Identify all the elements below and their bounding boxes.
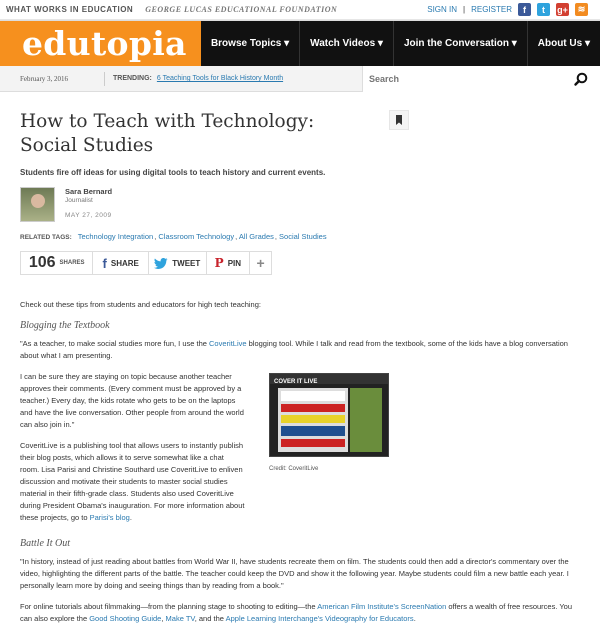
make-tv-link[interactable]: Make TV bbox=[165, 614, 195, 623]
search-input[interactable] bbox=[369, 74, 549, 84]
article bbox=[0, 110, 600, 625]
tag-link[interactable]: All Grades bbox=[238, 232, 274, 241]
more-share-button[interactable]: + bbox=[249, 252, 271, 274]
tag-link[interactable]: Social Studies bbox=[279, 232, 327, 241]
nav-browse-topics[interactable]: Browse Topics ▾ bbox=[210, 38, 290, 49]
trending-label: TRENDING: bbox=[113, 75, 152, 82]
utility-bar bbox=[0, 0, 600, 20]
twitter-icon[interactable]: t bbox=[537, 3, 550, 16]
author-avatar[interactable] bbox=[20, 187, 55, 222]
tweet-button[interactable] bbox=[148, 252, 206, 274]
search-box bbox=[362, 66, 600, 92]
register-link[interactable]: REGISTER bbox=[471, 5, 512, 14]
facebook-icon[interactable]: f bbox=[518, 3, 531, 16]
edutopia-logo[interactable]: edutopia bbox=[0, 21, 201, 66]
bookmark-icon bbox=[395, 115, 403, 125]
bookmark-button[interactable] bbox=[389, 110, 409, 130]
related-tags: RELATED TAGS: Technology Integration, Classroom Technology, All Grades, Social Studies bbox=[20, 232, 327, 241]
author-name[interactable]: Sara Bernard bbox=[65, 187, 113, 196]
facebook-icon: f bbox=[102, 255, 107, 271]
section-heading: Blogging the Textbook bbox=[20, 320, 110, 331]
figure-header: COVER IT LIVE bbox=[270, 374, 388, 384]
article-date: MAY 27, 2009 bbox=[65, 212, 112, 219]
article-figure bbox=[269, 373, 389, 533]
link-separator: | bbox=[463, 5, 466, 14]
site-tagline: WHAT WORKS IN EDUCATION bbox=[6, 5, 134, 14]
paragraph-text: "As a teacher, to make social studies more fun, I use the bbox=[20, 339, 210, 348]
share-count-label: SHARES bbox=[59, 260, 85, 266]
trending bbox=[104, 72, 362, 86]
rss-icon[interactable]: ≋ bbox=[575, 3, 588, 16]
tag-link[interactable]: Technology Integration bbox=[77, 232, 154, 241]
section-heading: Battle It Out bbox=[20, 538, 70, 549]
paragraph-text: offers a wealth of free resources. You can also explore the bbox=[20, 602, 573, 623]
main-nav bbox=[201, 21, 600, 66]
paragraph bbox=[20, 338, 580, 362]
intro-paragraph: Check out these tips from students and educators for high tech teaching: bbox=[20, 300, 261, 309]
tags-label: RELATED TAGS: bbox=[20, 234, 72, 241]
current-date: February 3, 2016 bbox=[20, 74, 69, 83]
sub-bar bbox=[0, 66, 600, 92]
share-count bbox=[21, 252, 92, 274]
search-icon[interactable] bbox=[574, 72, 588, 86]
nav-join-conversation[interactable]: Join the Conversation ▾ bbox=[393, 21, 527, 66]
paragraph-text: , bbox=[161, 614, 166, 623]
foundation-name: GEORGE LUCAS EDUCATIONAL FOUNDATION bbox=[145, 5, 338, 14]
paragraph-text: For online tutorials about filmmaking—from the planning stage to shooting to editing—the bbox=[20, 602, 318, 611]
coveritlive-screenshot[interactable] bbox=[269, 373, 389, 457]
tweet-label: TWEET bbox=[172, 258, 201, 268]
article-body bbox=[20, 299, 580, 625]
sign-in-link[interactable]: SIGN IN bbox=[427, 5, 458, 14]
paragraph: I can be sure they are staying on topic because another teacher approves their comments. (Every comment must be approved by a teacher.) Every day, the kids rotate who gets to be on the laptops and have the live conversation. Other people from around the world can also join in." bbox=[20, 372, 244, 429]
apple-learning-link[interactable]: Apple Learning Interchange's Videography for Educators bbox=[225, 614, 414, 623]
article-subtitle: Students fire off ideas for using digital tools to teach history and current events. bbox=[20, 168, 326, 177]
paragraph bbox=[20, 601, 580, 625]
figure-caption: Credit: CoveritLive bbox=[269, 466, 319, 472]
screennation-link[interactable]: American Film Institute's ScreenNation bbox=[317, 602, 447, 611]
pin-label: PIN bbox=[227, 258, 242, 268]
paragraph-text: . bbox=[413, 614, 416, 623]
pinterest-icon: P bbox=[214, 256, 224, 270]
paragraph-text: CoveritLive is a publishing tool that allows users to instantly publish their blog posts, which allows it to serve somewhat like a chat room. Lisa Parisi and Christine Southard use CoveritLive to enliven discussion and motivate their students to master social studies material in their fifth-grade class. Students also used CoveritLive during President Obama's inauguration. For more information about these projects, go to bbox=[20, 441, 245, 522]
nav-watch-videos[interactable]: Watch Videos ▾ bbox=[299, 21, 393, 66]
account-links bbox=[427, 3, 588, 16]
parisi-blog-link[interactable]: Parisi's blog bbox=[89, 513, 130, 522]
main-navbar bbox=[0, 20, 600, 66]
pin-button[interactable] bbox=[206, 252, 250, 274]
nav-about-us[interactable]: About Us ▾ bbox=[527, 21, 600, 66]
share-label: SHARE bbox=[110, 258, 139, 268]
paragraph bbox=[20, 440, 245, 524]
trending-link[interactable]: 6 Teaching Tools for Black History Month bbox=[156, 75, 284, 82]
text-with-figure bbox=[20, 371, 580, 533]
article-title: How to Teach with Technology: Social Studies bbox=[20, 111, 315, 156]
tag-link[interactable]: Classroom Technology bbox=[158, 232, 235, 241]
paragraph: "In history, instead of just reading about battles from World War II, have students recreate them on film. The students could then add a director's commentary over the video, highlighting the different parts of the battle. The teacher could keep the DVD and show it the following year. Maybe students could film a new battle each year. I personally learn more by doing and seeing things than by reading from a book." bbox=[20, 557, 569, 590]
paragraph-text: , and the bbox=[194, 614, 226, 623]
paragraph-text: . bbox=[129, 513, 132, 522]
share-bar bbox=[20, 251, 272, 275]
paragraph-text: blogging tool. While I talk and read from the textbook, some of the kids have a blog conversation about what I am presenting. bbox=[20, 339, 568, 360]
good-shooting-guide-link[interactable]: Good Shooting Guide bbox=[89, 614, 162, 623]
facebook-share-button[interactable] bbox=[92, 252, 148, 274]
share-count-number: 106 bbox=[28, 254, 56, 271]
author-role: Journalist bbox=[65, 197, 93, 204]
coveritlive-link[interactable]: CoveritLive bbox=[209, 339, 247, 348]
tagline-group bbox=[6, 5, 337, 14]
author-block bbox=[20, 187, 580, 222]
google-plus-icon[interactable]: g+ bbox=[557, 4, 568, 15]
twitter-bird-icon bbox=[154, 258, 168, 269]
